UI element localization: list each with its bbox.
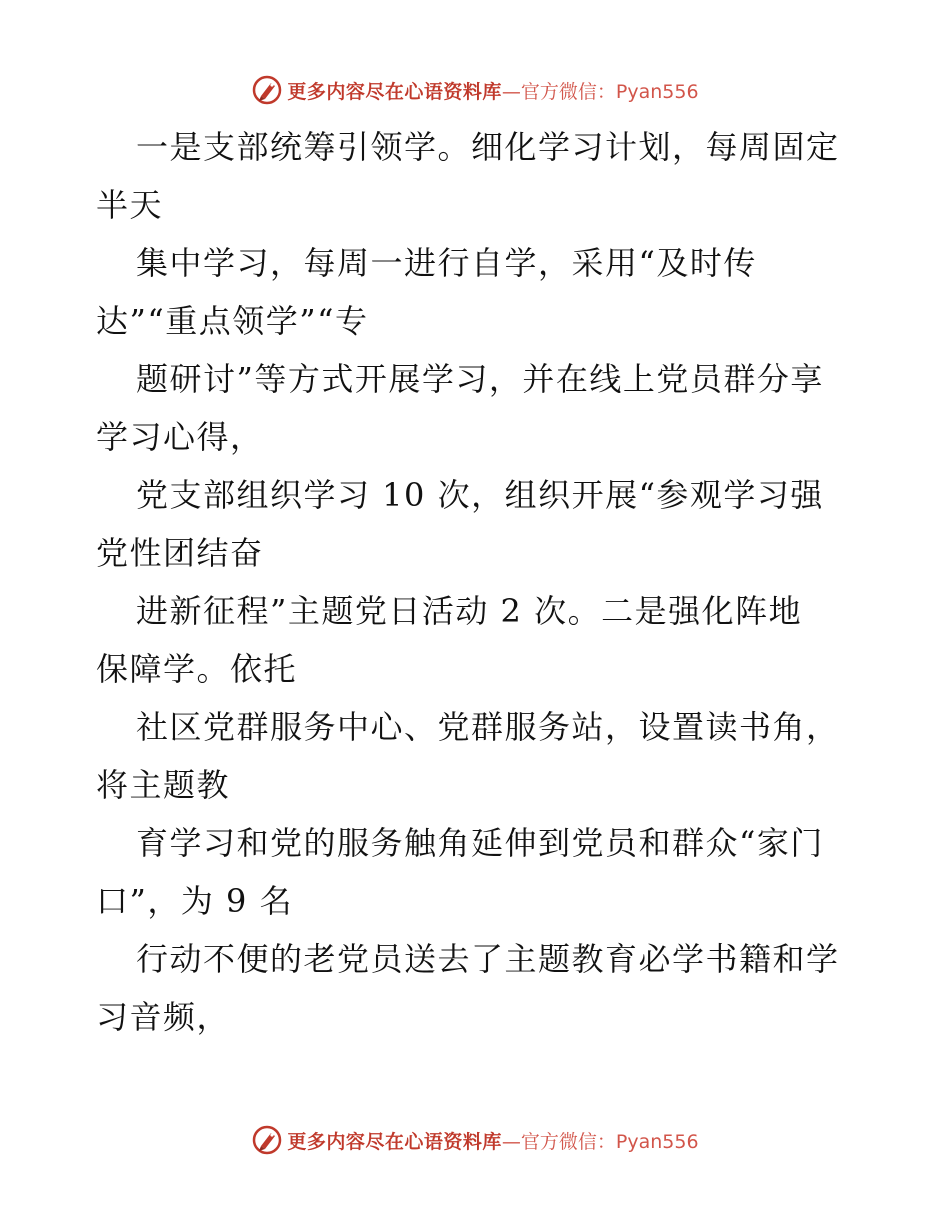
banner-wechat-text: —官方微信：Pyan556 [501, 1130, 699, 1153]
text-line: 保障学。依托 [96, 650, 298, 688]
text-line: 行动不便的老党员送去了主题教育必学书籍和学 [136, 940, 840, 978]
pen-logo-icon [251, 1124, 283, 1156]
banner-brand-text: 更多内容尽在心语资料库 [287, 80, 502, 103]
text-line: 学习心得， [96, 418, 264, 456]
text-line: 半天 [96, 186, 164, 224]
text-line: 党性团结奋 [96, 534, 264, 572]
text-line: 达”“重点领学”“专 [96, 302, 369, 340]
text-line: 进新征程”主题党日活动 2 次。二是强化阵地 [136, 592, 803, 630]
text-line: 一是支部统筹引领学。细化学习计划，每周固定 [136, 128, 840, 166]
text-line: 集中学习，每周一进行自学，采用“及时传 [136, 244, 757, 282]
banner-wechat-text: —官方微信：Pyan556 [501, 80, 699, 103]
text-line: 口”，为 9 名 [96, 882, 294, 920]
text-line: 将主题教 [96, 766, 231, 804]
header-banner [0, 70, 950, 110]
text-line: 育学习和党的服务触角延伸到党员和群众“家门 [136, 824, 824, 862]
footer-banner [0, 1120, 950, 1160]
text-line: 社区党群服务中心、党群服务站，设置读书角， [136, 708, 840, 746]
banner-brand-text: 更多内容尽在心语资料库 [287, 1130, 502, 1153]
text-line: 党支部组织学习 10 次，组织开展“参观学习强 [136, 476, 824, 514]
document-body [96, 118, 856, 1046]
text-line: 题研讨”等方式开展学习，并在线上党员群分享 [136, 360, 824, 398]
pen-logo-icon [251, 74, 283, 106]
text-line: 习音频， [96, 998, 231, 1036]
